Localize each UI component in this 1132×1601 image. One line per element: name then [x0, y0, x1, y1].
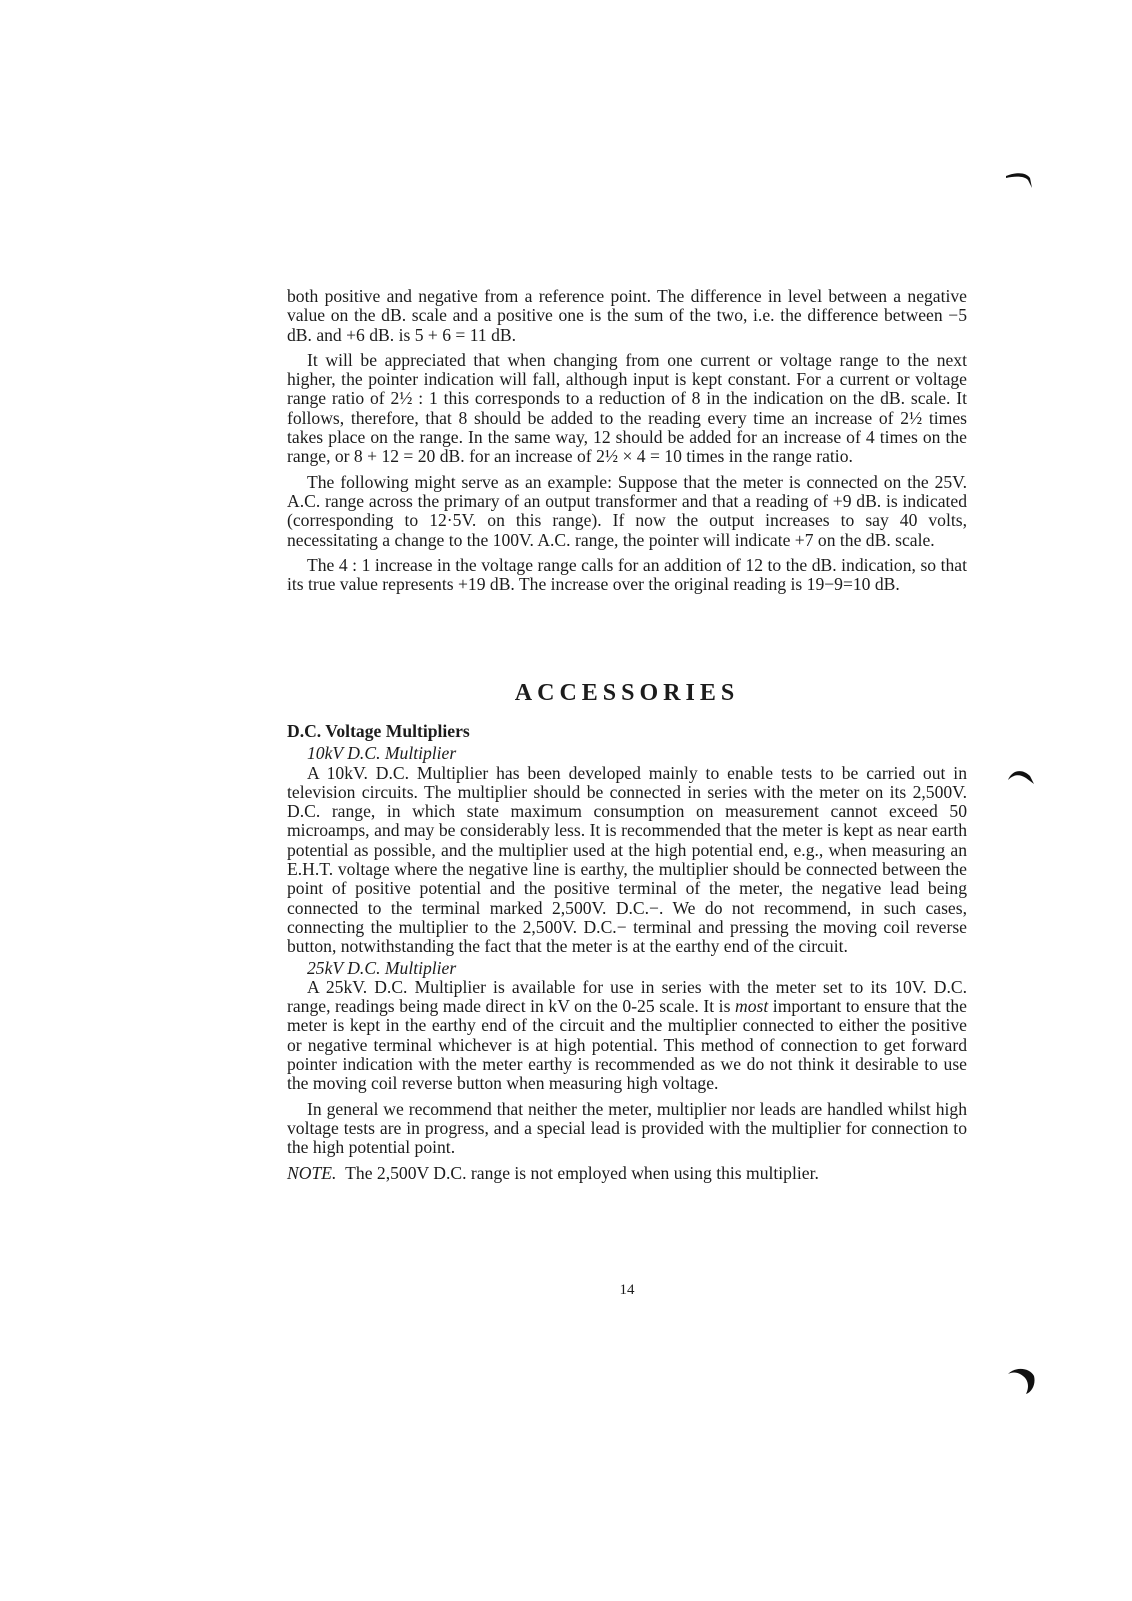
paragraph-25kv-multiplier: [287, 978, 967, 1094]
subheading-10kv-multiplier: 10kV D.C. Multiplier: [307, 743, 457, 764]
body-text-top: [287, 287, 967, 594]
note-label: NOTE.: [287, 1162, 337, 1183]
paragraph-increase: The 4 : 1 increase in the voltage range calls for an addition of 12 to the dB. indication, so that its true value represents +19 dB. The increase over the original reading is 19−9=10 dB.: [287, 554, 967, 595]
paragraph-25kv-text-start: A 25kV. D.C. Multiplier is available for use in series with the meter set to its 10V. D.C. range, readings being made direct in kV on the 0-25 scale. It is: [287, 976, 967, 1017]
binding-mark-bottom: [1004, 1362, 1044, 1402]
paragraph-10kv-multiplier: A 10kV. D.C. Multiplier has been developed mainly to enable tests to be carried out in television circuits. The multiplier should be connected in series with the meter on its 2,500V. D.C. range, in which state maximum consumption on measurement cannot exceed 50 microamps, and may be considerably less. It is recommended that the meter is kept as near earth potential as possible, and the multiplier used at the high potential end, e.g., when measuring an E.H.T. voltage where the negative line is earthy, the multiplier should be connected between the point of positive potential and the positive terminal of the meter, the negative lead being connected to the terminal marked 2,500V. D.C.−. We do not recommend, in such cases, connecting the multiplier to the 2,500V. D.C.− terminal and pressing the moving coil reverse button, notwithstanding the fact that the meter is at the earthy end of the circuit.: [287, 762, 967, 957]
multipliers-section: [287, 722, 967, 1183]
section-heading-dc-voltage-multipliers: D.C. Voltage Multipliers: [287, 721, 470, 741]
paragraph-25kv-text-end: important to ensure that the meter is kept in the earthy end of the circuit and the multiplier connected to either the positive or negative terminal whichever is at high potential. This method of connection to get forward pointer indication with the meter earthy is recommended as we do not think it desirable to use the moving coil reverse button when measuring high voltage.: [287, 996, 967, 1094]
note-line: [287, 1164, 967, 1183]
binding-mark-middle: [1004, 762, 1044, 802]
paragraph-db-difference: both positive and negative from a reference point. The difference in level between a negative value on the dB. scale and a positive one is the sum of the two, i.e. the difference between −5 dB. and +6 dB. is 5 + 6 = 11 dB.: [287, 286, 967, 345]
subheading-25kv-multiplier: 25kV D.C. Multiplier: [307, 957, 457, 978]
binding-mark-top: [1004, 168, 1044, 208]
paragraph-range-change: It will be appreciated that when changing from one current or voltage range to the next higher, the pointer indication will fall, although input is kept constant. For a current or voltage range ratio of 2½ : 1 this corresponds to a reduction of 8 in the indication on the dB. scale. It follows, therefore, that 8 should be added to the reading every time an increase of 2½ times takes place on the range. In the same way, 12 should be added for an increase of 4 times on the range, or 8 + 12 = 20 dB. for an increase of 2½ × 4 = 10 times in the range ratio.: [287, 349, 967, 467]
page-number: 14: [619, 1282, 635, 1298]
accessories-heading: ACCESSORIES: [514, 680, 740, 706]
note-text: The 2,500V D.C. range is not employed when using this multiplier.: [345, 1162, 819, 1183]
paragraph-example: The following might serve as an example: Suppose that the meter is connected on the 25V. A.C. range across the primary of an output transformer and that a reading of +9 dB. is indicated (corresponding to 12·5V. on this range). If now the output increases to say 40 volts, necessitating a change to the 100V. A.C. range, the pointer will indicate +7 on the dB. scale.: [287, 471, 967, 550]
emphasis-most: most: [734, 996, 769, 1017]
paragraph-general-safety: In general we recommend that neither the meter, multiplier nor leads are handled whilst high voltage tests are in progress, and a special lead is provided with the multiplier for connection to the high potential point.: [287, 1098, 967, 1158]
